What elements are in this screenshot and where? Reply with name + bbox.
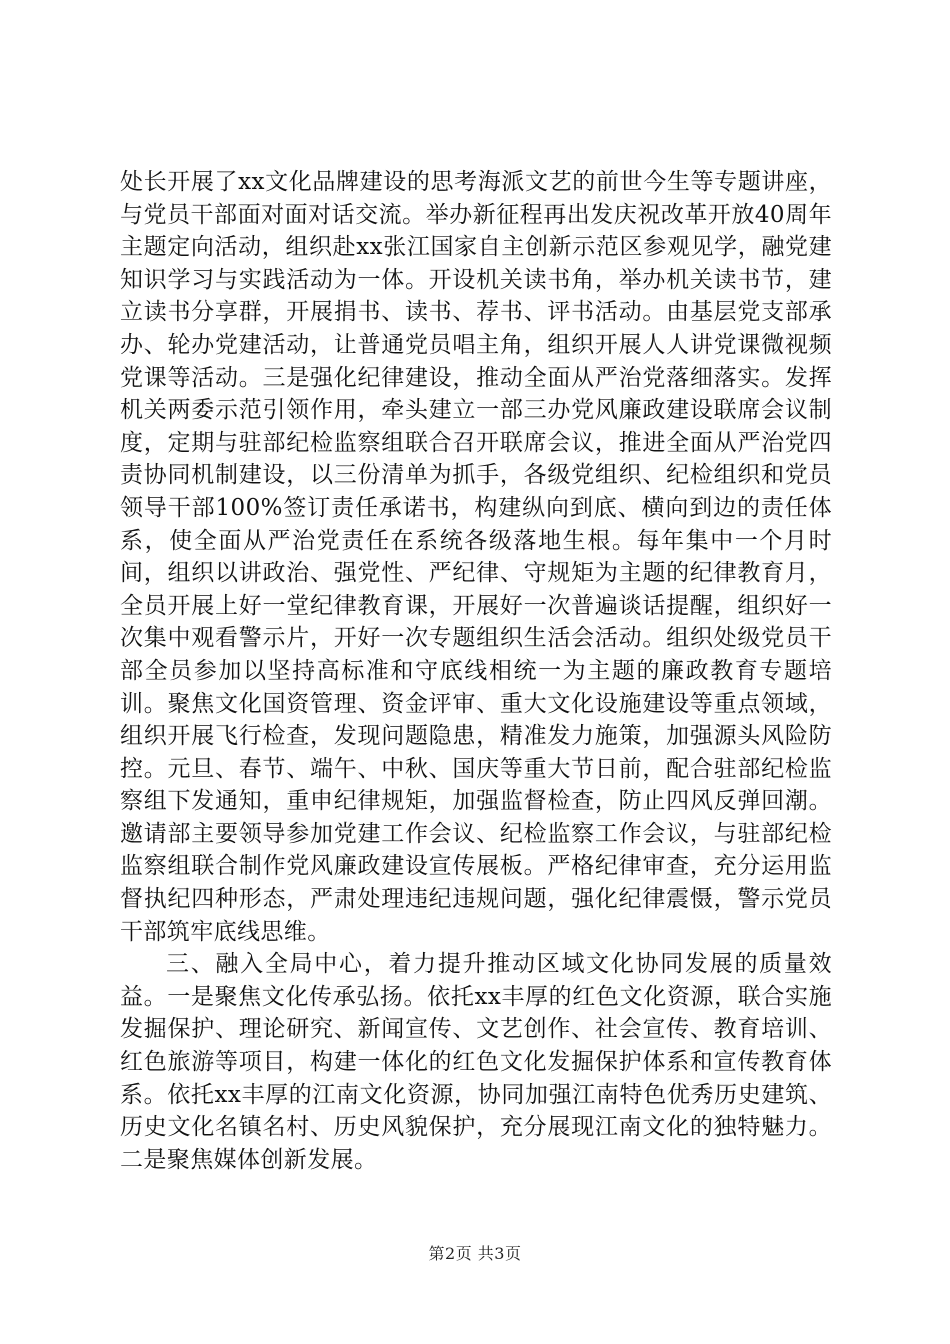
page-footer: 第2页 共3页 <box>428 1244 522 1263</box>
document-body <box>120 166 832 1176</box>
paragraph-continued: 处长开展了xx文化品牌建设的思考海派文艺的前世今生等专题讲座，与党员干部面对面对话交流。举办新征程再出发庆祝改革开放40周年主题定向活动，组织赴xx张江国家自主创新示范区参观见学，融党建知识学习与实践活动为一体。开设机关读书角，举办机关读书节，建立读书分享群，开展捐书、读书、荐书、评书活动。由基层党支部承办、轮办党建活动，让普通党员唱主角，组织开展人人讲党课微视频党课等活动。三是强化纪律建设，推动全面从严治党落细落实。发挥机关两委示范引领作用，牵头建立一部三办党风廉政建设联席会议制度，定期与驻部纪检监察组联合召开联席会议，推进全面从严治党四责协同机制建设，以三份清单为抓手，各级党组织、纪检组织和党员领导干部100%签订责任承诺书，构建纵向到底、横向到边的责任体系，使全面从严治党责任在系统各级落地生根。每年集中一个月时间，组织以讲政治、强党性、严纪律、守规矩为主题的纪律教育月，全员开展上好一堂纪律教育课，开展好一次普遍谈话提醒，组织好一次集中观看警示片，开好一次专题组织生活会活动。组织处级党员干部全员参加以坚持高标准和守底线相统一为主题的廉政教育专题培训。聚焦文化国资管理、资金评审、重大文化设施建设等重点领域，组织开展飞行检查，发现问题隐患，精准发力施策，加强源头风险防控。元旦、春节、端午、中秋、国庆等重大节日前，配合驻部纪检监察组下发通知，重申纪律规矩，加强监督检查，防止四风反弹回潮。邀请部主要领导参加党建工作会议、纪检监察工作会议，与驻部纪检监察组联合制作党风廉政建设宣传展板。严格纪律审查，充分运用监督执纪四种形态，严肃处理违纪违规问题，强化纪律震慑，警示党员干部筑牢底线思维。 <box>120 169 832 945</box>
paragraph-section-three: 三、融入全局中心，着力提升推动区域文化协同发展的质量效益。一是聚焦文化传承弘扬。依托xx丰厚的红色文化资源，联合实施发掘保护、理论研究、新闻宣传、文艺创作、社会宣传、教育培训、红色旅游等项目，构建一体化的红色文化发掘保护体系和宣传教育体系。依托xx丰厚的江南文化资源，协同加强江南特色优秀历史建筑、历史文化名镇名村、历史风貌保护，充分展现江南文化的独特魅力。二是聚焦媒体创新发展。 <box>120 951 832 1173</box>
